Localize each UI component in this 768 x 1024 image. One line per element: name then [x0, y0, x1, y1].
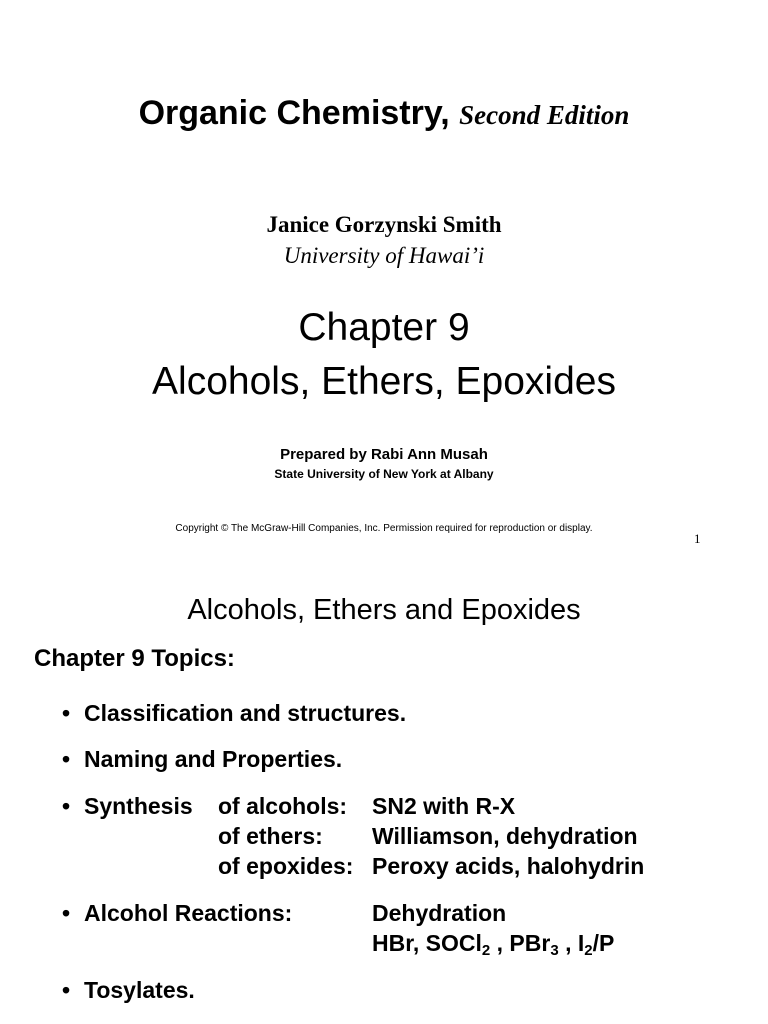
- author-university: University of Hawai’i: [283, 243, 485, 268]
- reaction-reagents: [372, 930, 614, 957]
- synthesis-detail-ethers: Williamson, dehydration: [372, 823, 638, 849]
- page-number: 1: [694, 531, 701, 546]
- reagent-iodine: , I: [558, 930, 585, 956]
- reagent-phosphorus: /P: [592, 930, 615, 956]
- list-item-synthesis: [62, 793, 193, 820]
- bullet-icon: •: [62, 977, 71, 1003]
- synthesis-sub-ethers: of ethers:: [218, 823, 323, 849]
- bullet-icon: •: [62, 746, 71, 772]
- prepared-by: Prepared by Rabi Ann Musah: [280, 446, 488, 463]
- reaction-dehydration: Dehydration: [372, 900, 507, 926]
- bullet-icon: •: [62, 793, 71, 819]
- book-title: [0, 94, 768, 133]
- synthesis-detail-alcohols: SN2 with R-X: [372, 793, 516, 819]
- topics-heading: Chapter 9 Topics:: [34, 645, 235, 672]
- list-item-tosylates: [62, 977, 195, 1004]
- slide-title: Alcohols, Ethers and Epoxides: [187, 594, 581, 626]
- subscript: 3: [550, 942, 559, 959]
- list-item-alcohol-reactions: [62, 900, 292, 927]
- list-item-naming: [62, 746, 342, 773]
- synthesis-detail-epoxides: Peroxy acids, halohydrin: [372, 853, 645, 879]
- author-name: Janice Gorzynski Smith: [266, 212, 502, 237]
- list-item-text: Naming and Properties.: [84, 746, 343, 772]
- reagent-pbr: , PBr: [490, 930, 551, 956]
- synthesis-sub-epoxides: of epoxides:: [218, 853, 354, 879]
- preparer-university: State University of New York at Albany: [274, 467, 494, 481]
- chapter-number: Chapter 9: [298, 306, 470, 349]
- list-item-text: Alcohol Reactions:: [84, 900, 293, 926]
- list-item-text: Tosylates.: [84, 977, 195, 1003]
- reagent-hbr-socl: HBr, SOCl: [372, 930, 482, 956]
- book-title-main: Organic Chemistry,: [138, 94, 450, 132]
- synthesis-sub-alcohols: of alcohols:: [218, 793, 348, 819]
- list-item-text: Synthesis: [84, 793, 193, 819]
- list-item-classification: [62, 700, 406, 727]
- book-edition: Second Edition: [459, 100, 630, 130]
- bullet-icon: •: [62, 700, 71, 726]
- chapter-title: Alcohols, Ethers, Epoxides: [152, 360, 616, 403]
- list-item-text: Classification and structures.: [84, 700, 407, 726]
- bullet-icon: •: [62, 900, 71, 926]
- copyright-notice: Copyright © The McGraw-Hill Companies, Inc. Permission required for reproduction or display.: [175, 523, 593, 534]
- subscript: 2: [481, 942, 491, 959]
- subscript: 2: [584, 942, 593, 959]
